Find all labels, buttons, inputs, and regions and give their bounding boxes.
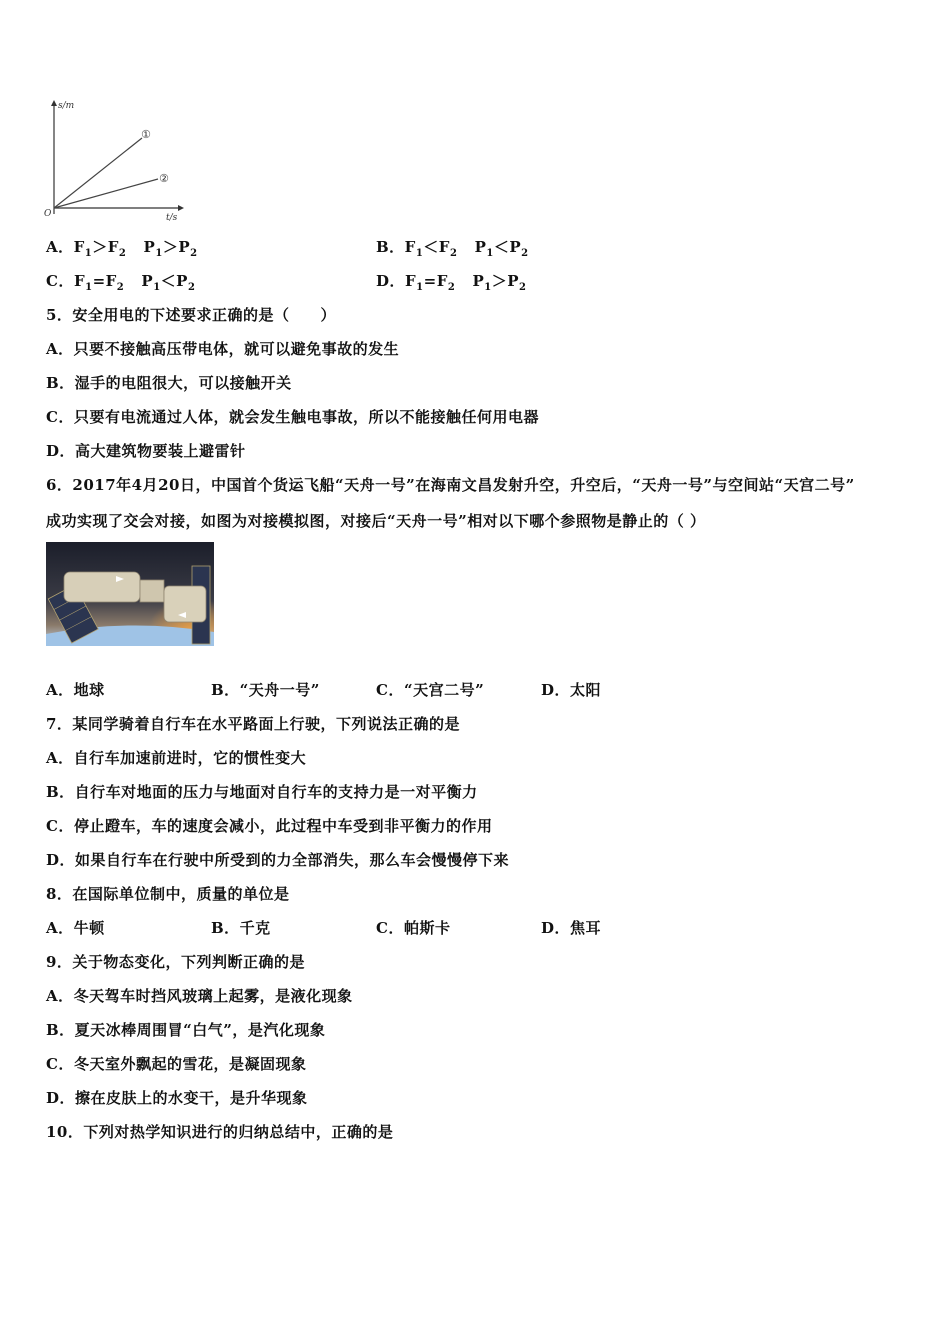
q4-option-c: C．$F_1=F_2$ $P_1<P_2$ bbox=[46, 272, 196, 293]
x-axis-label: t/s bbox=[166, 213, 178, 223]
q5-option-d: D．高大建筑物要装上避雷针 bbox=[46, 442, 246, 460]
q5-stem: 5．安全用电的下述要求正确的是（ ） bbox=[46, 306, 336, 324]
docking-illustration bbox=[46, 542, 214, 646]
q9-option-a: A．冬天驾车时挡风玻璃上起雾，是液化现象 bbox=[46, 987, 353, 1005]
distance-time-graph bbox=[40, 96, 190, 226]
y-axis-label: s/m bbox=[58, 101, 75, 111]
q6-stem-line1: 6．2017年4月20日，中国首个货运飞船“天舟一号”在海南文昌发射升空，升空后，“天舟一号”与空间站“天宫二号” bbox=[46, 476, 855, 494]
spacecraft-body-2 bbox=[140, 580, 164, 602]
q9-option-b: B．夏天冰棒周围冒“白气”，是汽化现象 bbox=[46, 1021, 326, 1039]
q8-option-d: D．焦耳 bbox=[541, 919, 602, 937]
q6-option-c: C．“天宫二号” bbox=[376, 681, 485, 699]
q9-option-c: C．冬天室外飘起的雪花，是凝固现象 bbox=[46, 1055, 307, 1073]
q5-option-c: C．只要有电流通过人体，就会发生触电事故，所以不能接触任何用电器 bbox=[46, 408, 539, 426]
spacecraft-body-1 bbox=[64, 572, 140, 602]
q5-option-b: B．湿手的电阻很大，可以接触开关 bbox=[46, 374, 292, 392]
q6-stem-line2: 成功实现了交会对接，如图为对接模拟图，对接后“天舟一号”相对以下哪个参照物是静止的（ ） bbox=[46, 512, 706, 530]
q7-option-b: B．自行车对地面的压力与地面对自行车的支持力是一对平衡力 bbox=[46, 783, 478, 801]
q8-option-a: A．牛顿 bbox=[46, 919, 105, 937]
q8-option-b: B．千克 bbox=[211, 919, 271, 937]
origin-label: O bbox=[44, 209, 52, 219]
line-2 bbox=[54, 179, 158, 208]
q7-option-d: D．如果自行车在行驶中所受到的力全部消失，那么车会慢慢停下来 bbox=[46, 851, 510, 869]
q6-option-b: B．“天舟一号” bbox=[211, 681, 320, 699]
q8-option-c: C．帕斯卡 bbox=[376, 919, 451, 937]
q6-option-d: D．太阳 bbox=[541, 681, 602, 699]
q6-option-a: A．地球 bbox=[46, 681, 105, 699]
q10-stem: 10．下列对热学知识进行的归纳总结中，正确的是 bbox=[46, 1123, 394, 1141]
line-2-label: ② bbox=[159, 172, 169, 185]
q8-stem: 8．在国际单位制中，质量的单位是 bbox=[46, 885, 290, 903]
line-1-label: ① bbox=[141, 128, 151, 141]
x-axis-arrow bbox=[178, 205, 184, 211]
q9-option-d: D．擦在皮肤上的水变干，是升华现象 bbox=[46, 1089, 308, 1107]
line-1 bbox=[54, 138, 142, 208]
q7-stem: 7．某同学骑着自行车在水平路面上行驶，下列说法正确的是 bbox=[46, 715, 460, 733]
q4-option-b: B．$F_1<F_2$ $P_1<P_2$ bbox=[376, 238, 529, 259]
y-axis-arrow bbox=[51, 100, 57, 106]
q9-stem: 9．关于物态变化，下列判断正确的是 bbox=[46, 953, 305, 971]
q4-option-a: A．$F_1>F_2$ $P_1>P_2$ bbox=[46, 238, 198, 259]
q7-option-c: C．停止蹬车，车的速度会减小，此过程中车受到非平衡力的作用 bbox=[46, 817, 493, 835]
q5-option-a: A．只要不接触高压带电体，就可以避免事故的发生 bbox=[46, 340, 400, 358]
q4-option-d: D．$F_1=F_2$ $P_1>P_2$ bbox=[376, 272, 527, 293]
q7-option-a: A．自行车加速前进时，它的惯性变大 bbox=[46, 749, 307, 767]
